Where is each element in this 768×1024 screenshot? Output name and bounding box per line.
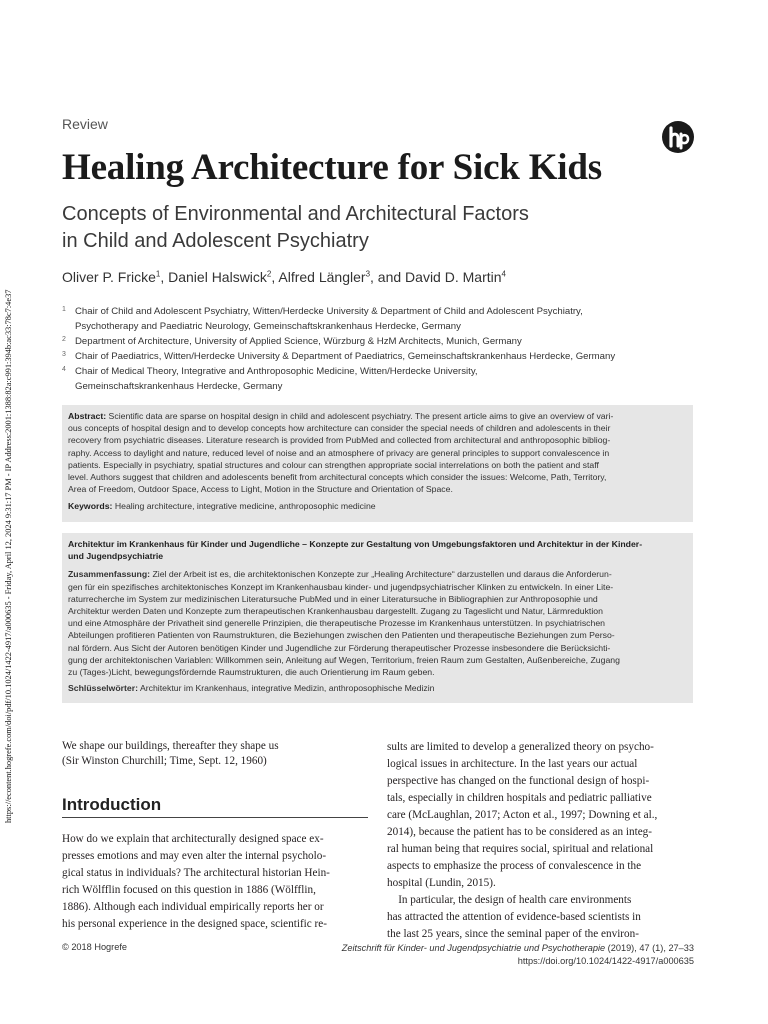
article-title: Healing Architecture for Sick Kids	[62, 147, 602, 188]
author-name: David D. Martin	[405, 269, 502, 285]
epigraph-attribution: (Sir Winston Churchill; Time, Sept. 12, 1960)	[62, 755, 267, 767]
body-line: gical status in individuals? The architectural historian Hein-	[62, 867, 330, 879]
author-name: Alfred Längler	[278, 269, 366, 285]
journal-name: Zeitschrift für Kinder- und Jugendpsychiatrie und Psychotherapie	[341, 943, 606, 953]
body-line: hospital (Lundin, 2015).	[387, 877, 496, 889]
body-line: ral human being that requires social, spiritual and relational	[387, 843, 654, 855]
affiliation-number: 4	[62, 366, 66, 373]
body-line: logical issues in architecture. In the last years our actual	[387, 758, 638, 770]
epigraph	[62, 739, 362, 769]
german-abstract-box	[62, 533, 693, 703]
author-list	[62, 269, 506, 285]
affiliation-number: 3	[62, 351, 66, 358]
affiliation-list	[62, 304, 702, 394]
download-stamp-text: https://econtent.hogrefe.com/doi/pdf/10.1024/1422-4917/a000635 - Friday, April 12, 2024 9:31:17 PM - IP Address:2001:1388:82a:c991:394b:ac33:78c7:4e37	[4, 289, 13, 823]
body-line: presses emotions and may even alter the internal psycholo-	[62, 850, 327, 862]
abstract-paragraph	[68, 410, 687, 495]
footer-copyright: © 2018 Hogrefe	[62, 942, 127, 952]
affiliation-number: 1	[62, 306, 66, 313]
heading-rule	[62, 817, 368, 818]
author-separator: ,	[160, 269, 169, 285]
keywords-line	[68, 500, 687, 512]
download-stamp	[0, 195, 14, 835]
affiliation-item	[62, 304, 702, 334]
body-line: has attracted the attention of evidence-based scientists in	[387, 911, 641, 923]
citation-volume: (2019), 47 (1), 27–33	[605, 943, 694, 953]
body-line: tals, especially in children hospitals and pediatric palliative	[387, 792, 652, 804]
body-line: 1886). Although each individual empirically reports her or	[62, 901, 324, 913]
introduction-heading: Introduction	[62, 795, 162, 814]
german-keywords-label: Schlüsselwörter:	[68, 683, 139, 694]
body-line: care (McLaughlan, 2017; Acton et al., 1997; Downing et al.,	[387, 809, 658, 821]
body-column-left	[62, 831, 370, 933]
author-affiliation-number: 4	[501, 269, 506, 279]
author-affiliation-number: 3	[365, 269, 371, 279]
epigraph-quote: We shape our buildings, thereafter they shape us	[62, 740, 279, 752]
body-line: 2014), because the patient has to be considered as an integ-	[387, 826, 652, 838]
affiliation-text: Chair of Paediatrics, Witten/Herdecke University & Department of Paediatrics, Gemeinschaftskrankenhaus Herdecke, Germany	[75, 351, 616, 362]
affiliation-number: 2	[62, 336, 66, 343]
abstract-box	[62, 405, 693, 522]
keywords-text: Healing architecture, integrative medicine, anthroposophic medicine	[112, 501, 376, 512]
affiliation-text: Chair of Child and Adolescent Psychiatry, Witten/Herdecke University & Department of Child and Adolescent Psychiatry, Psychotherapy and Paediatric Neurology, Gemeinschaftskrankenhaus Herdecke, Germany	[75, 306, 583, 332]
body-line: aspects to emphasize the process of convalescence in the	[387, 860, 642, 872]
german-keywords-text: Architektur im Krankenhaus, integrative Medizin, anthroposophische Medizin	[138, 683, 435, 694]
hogrefe-logo-icon	[662, 121, 694, 153]
author-separator: , and	[370, 269, 406, 285]
author-affiliation-number: 2	[266, 269, 272, 279]
body-line: his personal experience in the designed space, scientific re-	[62, 918, 327, 930]
abstract-text: Scientific data are sparse on hospital design in child and adolescent psychiatry. The present article aims to give an overview of vari- ous concepts of hospital design and to develop concepts how architecture can consider the special needs of children and adolescents in their recovery from psychiatric diseases. Literature research is provided from PubMed and collected from architectural and anthroposophic bibliog- raphy. Access to daylight and nature, reduced level of noise and an atmosphere of privacy are general principles to support convalescence in patients. Especially in psychiatry, spatial structures and colour can strengthen appropriate social interrelations on both the patient and staff level. Authors suggest that children and adolescents benefit from architectural concepts which consider the issues: Welcome, Path, Territory, Area of Freedom, Outdoor Space, Access to Light, Motion in the Structure and Orientation of Space.	[68, 411, 614, 495]
section-label: Review	[62, 116, 108, 132]
affiliation-text: Chair of Medical Theory, Integrative and Anthroposophic Medicine, Witten/Herdecke University, Gemeinschaftskrankenhaus Herdecke, Germany	[75, 366, 478, 392]
affiliation-item	[62, 364, 702, 394]
abstract-label: Abstract:	[68, 411, 107, 421]
body-line: the last 25 years, since the seminal paper of the environ-	[387, 928, 639, 940]
doi-link[interactable]: https://doi.org/10.1024/1422-4917/a000635	[517, 955, 694, 966]
body-column-right	[387, 739, 695, 943]
german-title: Architektur im Krankenhaus für Kinder und Jugendliche – Konzepte zur Gestaltung von Umgebungsfaktoren und Architektur in der Kinder- und Jugendpsychiatrie	[68, 539, 643, 562]
body-line: In particular, the design of health care environments	[387, 894, 632, 906]
german-summary-paragraph	[68, 568, 687, 678]
body-line: How do we explain that architecturally designed space ex-	[62, 833, 324, 845]
body-line: sults are limited to develop a generalized theory on psycho-	[387, 741, 654, 753]
affiliation-text: Department of Architecture, University of Applied Science, Würzburg & HzM Architects, Munich, Germany	[75, 336, 522, 347]
german-summary-text: Ziel der Arbeit ist es, die architektonischen Konzepte zur „Healing Architecture“ darzustellen und daraus die Anforderun- gen für ein spezifisches architektonisches Konzept im Krankenhausbau kinder- und jugendpsychiatrischer Klinken zu entwickeln. In einer Lite- raturrecherche im System zur medizinischen Literatursuche PubMed und in einer Literatursuche in Bibliographien zur Anthroposophie und Architektur werden Daten und Konzepte zum therapeutischen Krankenhausbau dargestellt. Zugang zu Tageslicht und Natur, Lärmreduktion und eine Atmosphäre der Privatheit sind generelle Prinzipien, die therapeutische Prozesse im Krankenhaus unterstützen. In psychiatrischen Abteilungen profitieren Patienten von Raumstrukturen, die Beziehungen zwischen den Patienten und therapeutische Beziehungen zum Perso- nal fördern. Aus Sicht der Autoren benötigen Kinder und Jugendliche zur Förderung therapeutischer Prozesse insbesondere die Berücksichti- gung der architektonischen Variablen: Willkommen sein, Anleitung auf Wegen, Territorium, freien Raum zum Gestalten, Außenbereiche, Zugang zu (Tages-)Licht, bewegungsfördernde Raumstrukturen, die auch Orientierung im Raum geben.	[68, 569, 620, 678]
author-name: Daniel Halswick	[168, 269, 267, 285]
affiliation-item	[62, 334, 702, 349]
footer-citation	[342, 942, 694, 967]
german-summary-label: Zusammenfassung:	[68, 569, 151, 580]
keywords-label: Keywords:	[68, 501, 113, 512]
article-subtitle	[62, 201, 702, 255]
affiliation-item	[62, 349, 702, 364]
author-separator: ,	[271, 269, 279, 285]
german-keywords-line	[68, 682, 687, 694]
author-name: Oliver P. Fricke	[62, 269, 156, 285]
subtitle-line: Concepts of Environmental and Architectural Factors	[62, 203, 529, 225]
body-line: rich Wölfflin focused on this question in 1886 (Wölfflin,	[62, 884, 316, 896]
subtitle-line: in Child and Adolescent Psychiatry	[62, 230, 369, 252]
author-affiliation-number: 1	[155, 269, 161, 279]
body-line: perspective has changed on the functional design of hospi-	[387, 775, 650, 787]
